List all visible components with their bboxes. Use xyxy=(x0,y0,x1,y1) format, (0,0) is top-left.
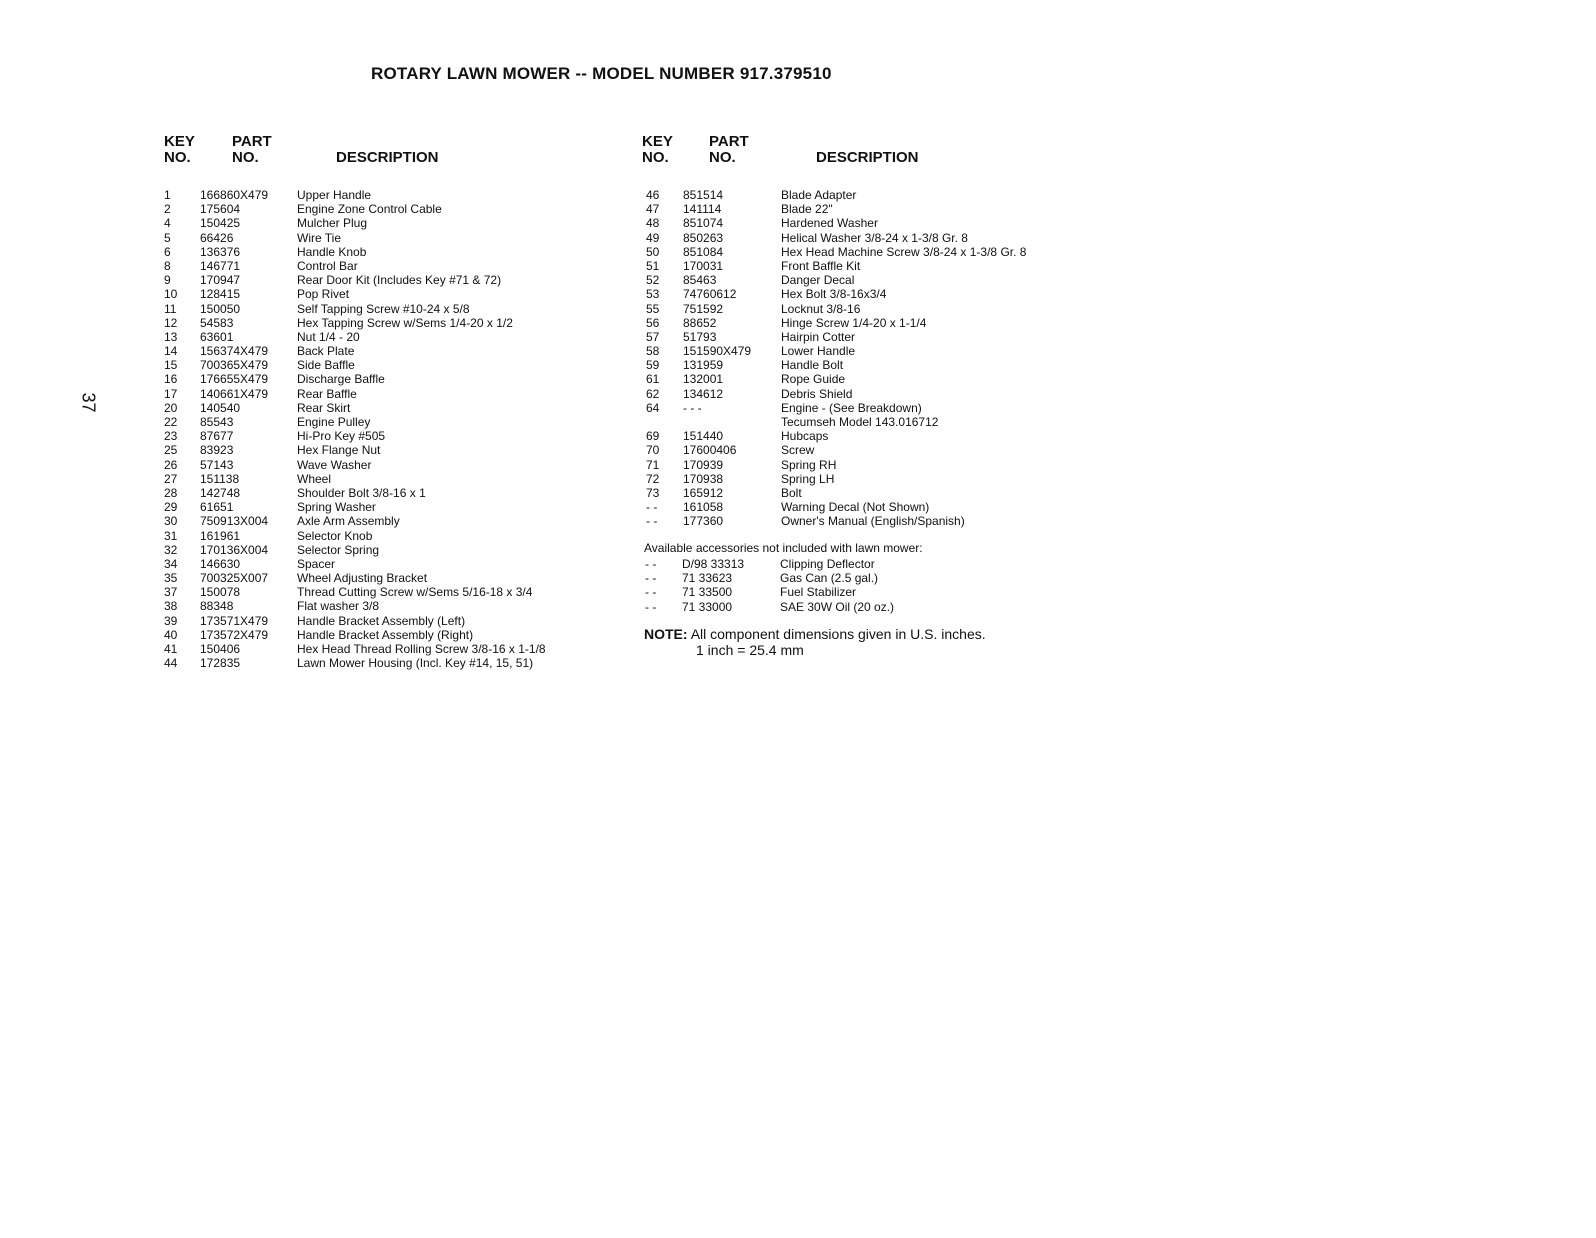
key-cell: 20 xyxy=(164,400,178,415)
key-cell: 6 xyxy=(164,244,171,259)
note-line2: 1 inch = 25.4 mm xyxy=(696,642,804,658)
description-cell: SAE 30W Oil (20 oz.) xyxy=(780,599,895,614)
description-cell: Hinge Screw 1/4-20 x 1-1/4 xyxy=(781,315,927,330)
description-cell: Wheel xyxy=(297,471,332,486)
description-cell: Handle Bolt xyxy=(781,358,844,373)
description-cell: Tecumseh Model 143.016712 xyxy=(781,415,939,429)
key-cell: 25 xyxy=(164,443,178,458)
description-cell: Upper Handle xyxy=(297,188,372,202)
part-number-cell: 71 33623 xyxy=(682,571,733,586)
part-number-cell: 851074 xyxy=(683,216,724,231)
key-cell: 55 xyxy=(646,301,660,316)
part-number-cell: 88348 xyxy=(200,599,234,614)
description-cell: Danger Decal xyxy=(781,273,855,288)
page-number: 37 xyxy=(78,392,99,413)
key-cell: - - xyxy=(645,571,657,586)
description-cell: Blade Adapter xyxy=(781,188,857,202)
header-part-line1: PART xyxy=(709,133,749,150)
key-cell: 71 xyxy=(646,457,660,472)
part-number-cell: 166860X479 xyxy=(200,188,269,202)
part-number-cell: 150425 xyxy=(200,216,241,231)
description-cell: Engine Pulley xyxy=(297,415,371,429)
description-cell: Back Plate xyxy=(297,344,355,359)
description-cell: Lower Handle xyxy=(781,344,856,359)
table-row xyxy=(644,585,923,599)
table-row xyxy=(644,557,923,571)
description-cell: Mulcher Plug xyxy=(297,216,368,231)
description-cell: Flat washer 3/8 xyxy=(297,599,380,614)
key-cell: 27 xyxy=(164,471,178,486)
key-cell: 70 xyxy=(646,443,660,458)
part-number-cell: 85543 xyxy=(200,415,234,429)
part-number-cell: 161961 xyxy=(200,528,241,543)
part-number-cell: - - - xyxy=(683,400,702,415)
key-cell: 72 xyxy=(646,471,660,486)
description-cell: Hex Flange Nut xyxy=(297,443,381,458)
description-cell: Hairpin Cotter xyxy=(781,329,856,344)
part-number-cell: 751592 xyxy=(683,301,724,316)
key-cell: 29 xyxy=(164,500,178,515)
part-number-cell: 700365X479 xyxy=(200,358,269,373)
key-cell: 49 xyxy=(646,230,660,245)
key-cell: 69 xyxy=(646,429,660,444)
key-cell: 15 xyxy=(164,358,178,373)
key-cell: 57 xyxy=(646,329,660,344)
note-label: NOTE: xyxy=(644,626,688,642)
part-number-cell: 170136X004 xyxy=(200,542,269,557)
part-number-cell: D/98 33313 xyxy=(682,557,745,571)
part-number-cell: 141114 xyxy=(683,202,722,217)
part-number-cell: 83923 xyxy=(200,443,234,458)
description-cell: Pop Rivet xyxy=(297,287,350,302)
part-number-cell: 71 33500 xyxy=(682,585,733,600)
key-cell: 8 xyxy=(164,258,171,273)
key-cell: 32 xyxy=(164,542,178,557)
description-cell: Spring Washer xyxy=(297,500,376,515)
part-number-cell: 71 33000 xyxy=(682,599,733,614)
key-cell: 23 xyxy=(164,429,178,444)
description-cell: Axle Arm Assembly xyxy=(297,514,400,529)
header-key-line2: NO. xyxy=(642,149,669,166)
part-number-cell: 151138 xyxy=(200,471,240,486)
part-number-cell: 177360 xyxy=(683,514,724,529)
key-cell: 12 xyxy=(164,315,178,330)
part-number-cell: 150078 xyxy=(200,585,241,600)
description-cell: Helical Washer 3/8-24 x 1-3/8 Gr. 8 xyxy=(781,230,968,245)
part-number-cell: 146630 xyxy=(200,556,241,571)
key-cell: 5 xyxy=(164,230,171,245)
key-cell: - - xyxy=(646,500,658,515)
part-number-cell: 87677 xyxy=(200,429,234,444)
description-cell: Rear Baffle xyxy=(297,386,357,401)
part-number-cell: 151590X479 xyxy=(683,344,752,359)
description-cell: Wave Washer xyxy=(297,457,372,472)
key-cell: 59 xyxy=(646,358,660,373)
key-cell: 30 xyxy=(164,514,178,529)
key-cell: 46 xyxy=(646,188,660,202)
header-part-line2: NO. xyxy=(232,149,259,166)
key-cell: - - xyxy=(645,599,657,614)
note-line1: All component dimensions given in U.S. inches. xyxy=(690,626,986,642)
part-number-cell: 146771 xyxy=(200,258,241,273)
key-cell: 22 xyxy=(164,415,178,429)
accessories-section xyxy=(644,541,923,614)
description-cell: Hex Head Thread Rolling Screw 3/8-16 x 1-1/8 xyxy=(297,642,546,656)
description-cell: Gas Can (2.5 gal.) xyxy=(780,571,879,586)
part-number-cell: 150406 xyxy=(200,642,241,656)
table-row xyxy=(644,600,923,614)
description-cell: Owner's Manual (English/Spanish) xyxy=(781,514,965,529)
description-cell: Selector Spring xyxy=(297,542,380,557)
description-cell: Lawn Mower Housing (Incl. Key #14, 15, 51) xyxy=(297,656,534,671)
description-cell: Self Tapping Screw #10-24 x 5/8 xyxy=(297,301,470,316)
description-cell: Hex Tapping Screw w/Sems 1/4-20 x 1/2 xyxy=(297,315,513,330)
description-cell: Fuel Stabilizer xyxy=(780,585,857,600)
description-cell: Selector Knob xyxy=(297,528,373,543)
accessories-rows xyxy=(644,557,923,614)
description-cell: Thread Cutting Screw w/Sems 5/16-18 x 3/4 xyxy=(297,585,533,600)
part-number-cell: 170947 xyxy=(200,273,241,288)
description-cell: Bolt xyxy=(781,485,802,500)
part-number-cell: 851514 xyxy=(683,188,724,202)
key-cell: 11 xyxy=(164,301,177,316)
key-cell: 31 xyxy=(164,528,178,543)
header-key-line1: KEY xyxy=(164,133,195,150)
description-cell: Locknut 3/8-16 xyxy=(781,301,861,316)
key-cell: 9 xyxy=(164,273,171,288)
part-number-cell: 132001 xyxy=(683,372,724,387)
part-number-cell: 128415 xyxy=(200,287,241,302)
key-cell: 14 xyxy=(164,344,178,359)
description-cell: Screw xyxy=(781,443,815,458)
description-cell: Nut 1/4 - 20 xyxy=(297,329,360,344)
description-cell: Handle Bracket Assembly (Left) xyxy=(297,613,466,628)
part-number-cell: 161058 xyxy=(683,500,724,515)
note-block xyxy=(644,626,986,658)
header-description: DESCRIPTION xyxy=(336,149,439,166)
description-cell: Spacer xyxy=(297,556,336,571)
key-cell: 40 xyxy=(164,627,178,642)
key-cell: 44 xyxy=(164,656,178,671)
part-number-cell: 170938 xyxy=(683,471,724,486)
description-cell: Clipping Deflector xyxy=(780,557,875,571)
part-number-cell: 170939 xyxy=(683,457,724,472)
part-number-cell: 17600406 xyxy=(683,443,737,458)
accessories-intro: Available accessories not included with lawn mower: xyxy=(644,541,923,555)
part-number-cell: 700325X007 xyxy=(200,571,269,586)
description-cell: Handle Bracket Assembly (Right) xyxy=(297,627,474,642)
header-part-line2: NO. xyxy=(709,149,736,166)
part-number-cell: 176655X479 xyxy=(200,372,269,387)
part-number-cell: 63601 xyxy=(200,329,234,344)
description-cell: Engine - (See Breakdown) xyxy=(781,400,922,415)
key-cell: - - xyxy=(645,557,657,571)
description-cell: Spring LH xyxy=(781,471,835,486)
part-number-cell: 142748 xyxy=(200,485,241,500)
key-cell: - - xyxy=(646,514,658,529)
description-cell: Hi-Pro Key #505 xyxy=(297,429,386,444)
header-key-line2: NO. xyxy=(164,149,191,166)
key-cell: 48 xyxy=(646,216,660,231)
table-row xyxy=(644,571,923,585)
description-cell: Engine Zone Control Cable xyxy=(297,202,442,217)
description-cell: Side Baffle xyxy=(297,358,355,373)
key-cell: 1 xyxy=(164,188,171,202)
key-cell: 47 xyxy=(646,202,660,217)
key-cell: 4 xyxy=(164,216,171,231)
header-key-no xyxy=(164,134,214,166)
part-number-cell: 173572X479 xyxy=(200,627,269,642)
part-number-cell: 172835 xyxy=(200,656,241,671)
part-number-cell: 850263 xyxy=(683,230,724,245)
part-number-cell: 165912 xyxy=(683,485,724,500)
description-cell: Hardened Washer xyxy=(781,216,878,231)
part-number-cell: 136376 xyxy=(200,244,241,259)
key-cell: 37 xyxy=(164,585,178,600)
key-cell: 28 xyxy=(164,485,178,500)
part-number-cell: 170031 xyxy=(683,258,724,273)
part-number-cell: 85463 xyxy=(683,273,717,288)
description-cell: Hex Bolt 3/8-16x3/4 xyxy=(781,287,887,302)
description-cell: Wire Tie xyxy=(297,230,342,245)
key-cell: 26 xyxy=(164,457,178,472)
key-cell: 58 xyxy=(646,344,660,359)
key-cell: 53 xyxy=(646,287,660,302)
description-cell: Blade 22" xyxy=(781,202,833,217)
part-number-cell: 750913X004 xyxy=(200,514,269,529)
part-number-cell: 66426 xyxy=(200,230,234,245)
description-cell: Wheel Adjusting Bracket xyxy=(297,571,428,586)
key-cell: 35 xyxy=(164,571,178,586)
key-cell: 56 xyxy=(646,315,660,330)
description-cell: Control Bar xyxy=(297,258,358,273)
key-cell: 73 xyxy=(646,485,660,500)
part-number-cell: 156374X479 xyxy=(200,344,269,359)
part-number-cell: 151440 xyxy=(683,429,724,444)
header-key-no xyxy=(642,134,692,166)
key-cell: 13 xyxy=(164,329,178,344)
key-cell: 39 xyxy=(164,613,178,628)
key-cell: 52 xyxy=(646,273,660,288)
description-cell: Shoulder Bolt 3/8-16 x 1 xyxy=(297,485,426,500)
part-number-cell: 140661X479 xyxy=(200,386,269,401)
header-key-line1: KEY xyxy=(642,133,673,150)
page-title: ROTARY LAWN MOWER -- MODEL NUMBER 917.379510 xyxy=(371,64,832,83)
key-cell: 38 xyxy=(164,599,178,614)
header-part-line1: PART xyxy=(232,133,272,150)
description-cell: Front Baffle Kit xyxy=(781,258,861,273)
part-number-cell: 175604 xyxy=(200,202,241,217)
description-cell: Hex Head Machine Screw 3/8-24 x 1-3/8 Gr. 8 xyxy=(781,244,1027,259)
description-cell: Warning Decal (Not Shown) xyxy=(781,500,930,515)
description-cell: Rear Skirt xyxy=(297,400,351,415)
key-cell: 34 xyxy=(164,556,178,571)
part-number-cell: 150050 xyxy=(200,301,241,316)
description-cell: Rear Door Kit (Includes Key #71 & 72) xyxy=(297,273,502,288)
key-cell: 51 xyxy=(646,258,660,273)
key-cell: 16 xyxy=(164,372,178,387)
description-cell: Hubcaps xyxy=(781,429,829,444)
part-number-cell: 851084 xyxy=(683,244,724,259)
key-cell: 50 xyxy=(646,244,660,259)
description-cell: Discharge Baffle xyxy=(297,372,385,387)
key-cell: 61 xyxy=(646,372,660,387)
key-cell: 62 xyxy=(646,386,660,401)
part-number-cell: 61651 xyxy=(200,500,234,515)
header-part-no xyxy=(709,134,769,166)
key-cell: 64 xyxy=(646,400,660,415)
part-number-cell: 134612 xyxy=(683,386,724,401)
part-number-cell: 57143 xyxy=(200,457,234,472)
part-number-cell: 140540 xyxy=(200,400,241,415)
description-cell: Rope Guide xyxy=(781,372,846,387)
key-cell: 17 xyxy=(164,386,178,401)
part-number-cell: 51793 xyxy=(683,329,717,344)
header-description: DESCRIPTION xyxy=(816,149,919,166)
description-cell: Handle Knob xyxy=(297,244,367,259)
key-cell: - - xyxy=(645,585,657,600)
part-number-cell: 54583 xyxy=(200,315,234,330)
description-cell: Spring RH xyxy=(781,457,837,472)
description-cell: Debris Shield xyxy=(781,386,853,401)
key-cell: 41 xyxy=(164,642,178,656)
part-number-cell: 131959 xyxy=(683,358,724,373)
part-number-cell: 74760612 xyxy=(683,287,737,302)
key-cell: 2 xyxy=(164,202,171,217)
header-part-no xyxy=(232,134,292,166)
part-number-cell: 173571X479 xyxy=(200,613,269,628)
key-cell: 10 xyxy=(164,287,178,302)
part-number-cell: 88652 xyxy=(683,315,717,330)
